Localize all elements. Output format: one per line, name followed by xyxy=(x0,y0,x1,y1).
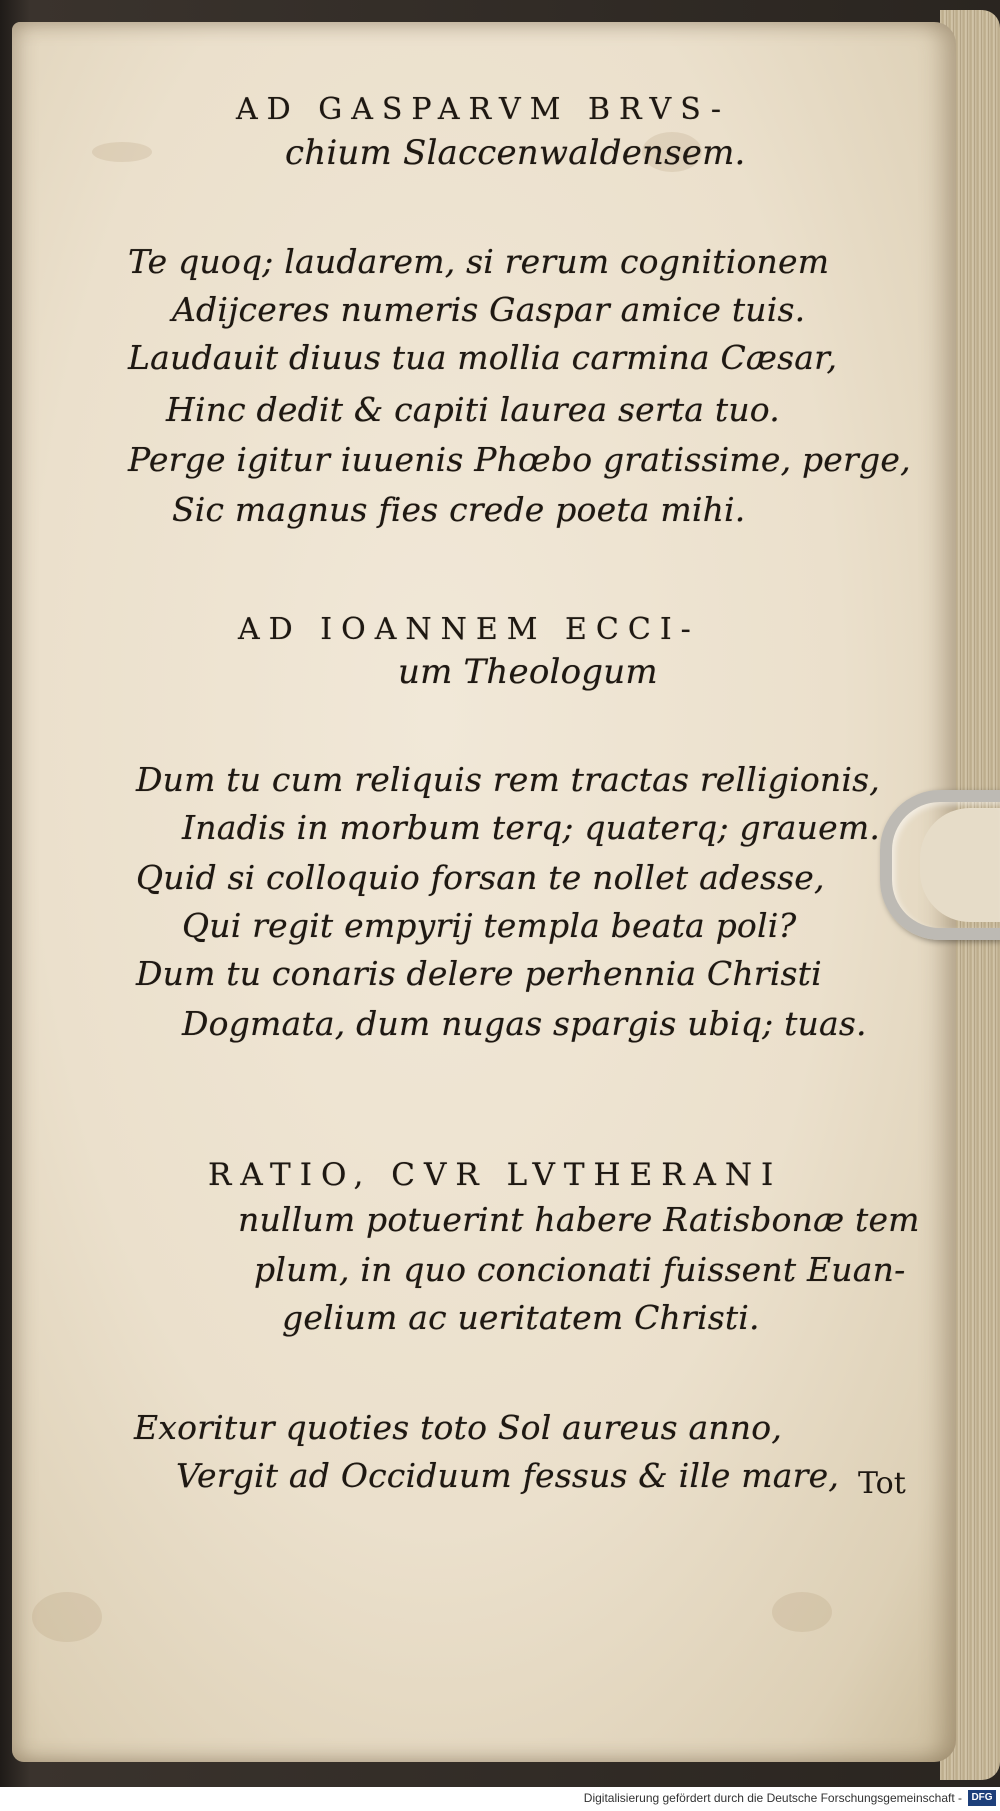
poem3-verse: Exoritur quoties toto Sol aureus anno, xyxy=(134,1408,783,1447)
poem3-verse: Vergit ad Occiduum fessus & ille mare, xyxy=(176,1456,840,1495)
poem1-heading-line1: AD GASPARVM BRVS- xyxy=(236,92,730,127)
poem2-verse: Dum tu conaris delere perhennia Christi xyxy=(136,954,822,993)
poem2-verse: Quid si colloquio forsan te nollet adesse, xyxy=(136,858,825,897)
poem1-verse: Adijceres numeris Gaspar amice tuis. xyxy=(172,290,806,329)
poem2-verse: Dogmata, dum nugas spargis ubiq; tuas. xyxy=(182,1004,867,1043)
poem2-verse: Dum tu cum reliquis rem tractas relligionis, xyxy=(136,760,880,799)
poem2-verse: Qui regit empyrij templa beata poli? xyxy=(182,906,797,945)
poem3-heading-line3: plum, in quo concionati fuissent Euan- xyxy=(254,1250,906,1289)
digitization-footer xyxy=(0,1787,1000,1811)
poem3-heading-line2: nullum potuerint habere Ratisbonæ tem xyxy=(238,1200,920,1239)
poem1-verse: Laudauit diuus tua mollia carmina Cæsar, xyxy=(128,338,838,377)
footer-credit-text: Digitalisierung gefördert durch die Deutsche Forschungsgemeinschaft - xyxy=(583,1791,962,1805)
poem2-heading-line2: um Theologum xyxy=(398,652,658,692)
poem1-verse: Hinc dedit & capiti laurea serta tuo. xyxy=(166,390,780,429)
dfg-logo: DFG xyxy=(968,1790,996,1806)
poem2-verse: Inadis in morbum terq; quaterq; grauem. xyxy=(182,808,881,847)
poem1-verse: Perge igitur iuuenis Phœbo gratissime, perge, xyxy=(128,440,911,479)
poem2-heading-line1: AD IOANNEM ECCI- xyxy=(238,612,700,647)
poem1-verse: Sic magnus fies crede poeta mihi. xyxy=(172,490,746,529)
poem3-heading-line4: gelium ac ueritatem Christi. xyxy=(282,1298,760,1337)
poem1-heading-line2: chium Slaccenwaldensem. xyxy=(285,133,746,173)
poem1-verse: Te quoq; laudarem, si rerum cognitionem xyxy=(128,242,830,281)
poem3-heading-line1: RATIO, CVR LVTHERANI xyxy=(208,1157,783,1193)
catchword: Tot xyxy=(858,1466,906,1501)
